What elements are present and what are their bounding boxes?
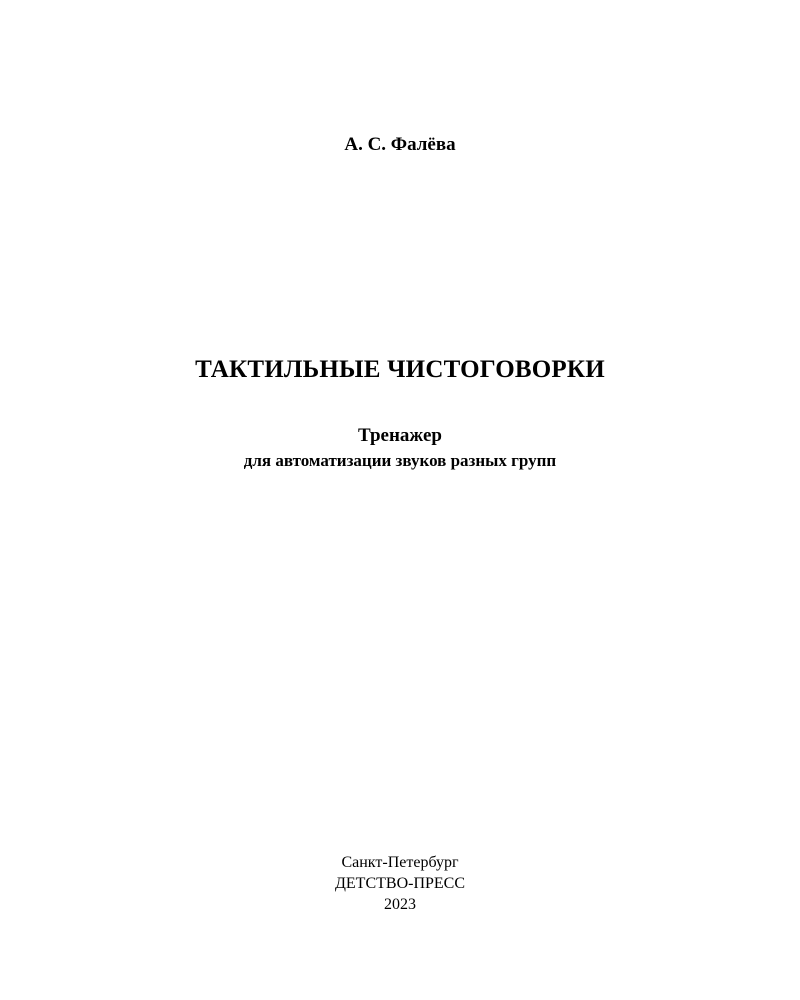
imprint-block	[0, 852, 800, 915]
author-name: А. С. Фалёва	[344, 134, 456, 155]
imprint-city: Санкт-Петербург	[341, 854, 459, 871]
imprint-year: 2023	[384, 896, 416, 913]
book-title: ТАКТИЛЬНЫЕ ЧИСТОГОВОРКИ	[195, 356, 605, 383]
imprint-publisher: ДЕТСТВО-ПРЕСС	[334, 875, 466, 892]
book-subtitle: Тренажер	[358, 425, 442, 446]
book-description: для автоматизации звуков разных групп	[243, 451, 557, 470]
